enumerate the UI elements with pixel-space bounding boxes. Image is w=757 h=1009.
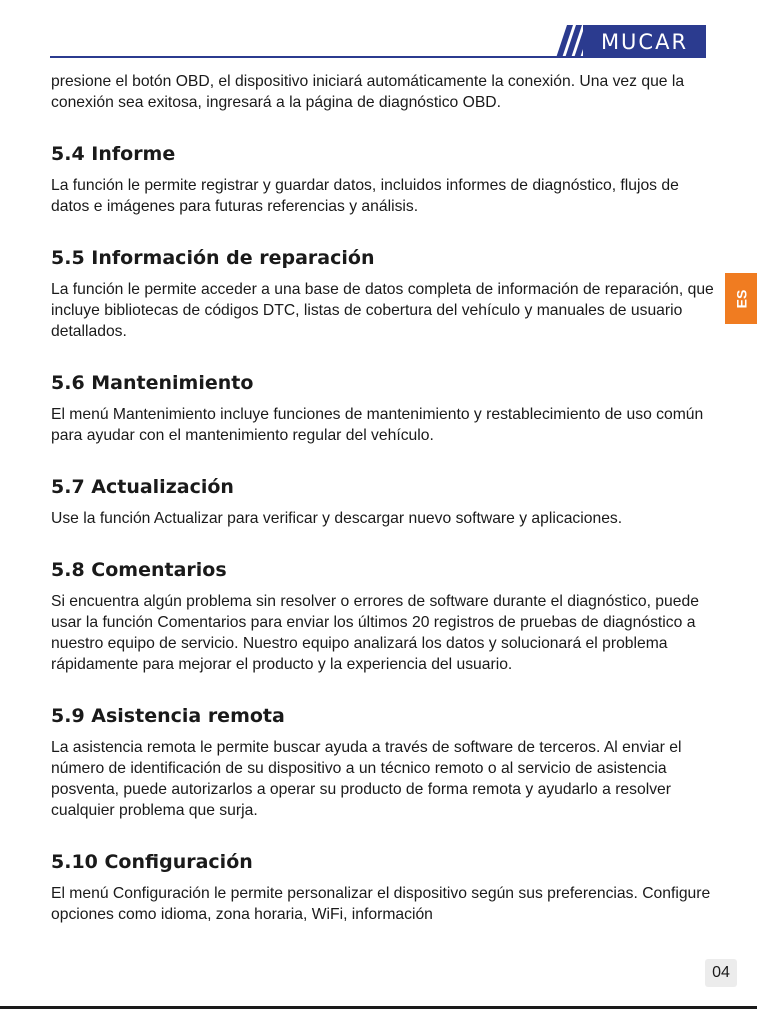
section-body: La función le permite acceder a una base de datos completa de información de reparación, que incluye bibliotecas de códigos DTC, listas de cobertura del vehículo y manuales de usuario detallados. bbox=[51, 281, 714, 340]
section-body: La asistencia remota le permite buscar ayuda a través de software de terceros. Al enviar el número de identificación de su dispositivo a un técnico remoto o al servicio de asistencia posventa, puede autorizarlos a operar su producto de forma remota y ayudarlo a resolver cualquier problema que surja. bbox=[51, 739, 682, 819]
language-tab-label: ES bbox=[733, 289, 749, 308]
section-body: La función le permite registrar y guardar datos, incluidos informes de diagnóstico, flujos de datos e imágenes para futuras referencias y análisis. bbox=[51, 177, 679, 215]
section-title: 5.9 Asistencia remota bbox=[51, 705, 285, 727]
page-number-label: 04 bbox=[712, 964, 730, 981]
section-actualizacion bbox=[51, 474, 721, 529]
section-mantenimiento bbox=[51, 370, 721, 446]
brand-logo bbox=[583, 25, 706, 58]
section-title: 5.5 Información de reparación bbox=[51, 247, 375, 269]
section-title: 5.4 Informe bbox=[51, 143, 176, 165]
language-tab[interactable] bbox=[725, 273, 757, 324]
intro-paragraph: presione el botón OBD, el dispositivo iniciará automáticamente la conexión. Una vez que la conexión sea exitosa, ingresará a la página de diagnóstico OBD. bbox=[51, 73, 685, 111]
section-title: 5.8 Comentarios bbox=[51, 559, 227, 581]
page-number bbox=[705, 959, 737, 987]
section-body: Use la función Actualizar para verificar y descargar nuevo software y aplicaciones. bbox=[51, 510, 623, 527]
section-body: El menú Mantenimiento incluye funciones de mantenimiento y restablecimiento de uso común para ayudar con el mantenimiento regular del vehículo. bbox=[51, 406, 704, 444]
brand-name: MUCAR bbox=[600, 29, 689, 54]
section-informacion-reparacion bbox=[51, 245, 721, 342]
section-title: 5.6 Mantenimiento bbox=[51, 372, 254, 394]
section-title: 5.10 Configuración bbox=[51, 851, 253, 873]
section-body: Si encuentra algún problema sin resolver o errores de software durante el diagnóstico, puede usar la función Comentarios para enviar los últimos 20 registros de pruebas de diagnóstico a nuestro equipo de servicio. Nuestro equipo analizará los datos y solucionará el problema rápidamente para mejorar el producto y la experiencia del usuario. bbox=[51, 593, 699, 673]
page-content bbox=[51, 71, 721, 925]
section-informe bbox=[51, 141, 721, 217]
section-asistencia-remota bbox=[51, 703, 721, 821]
section-comentarios bbox=[51, 557, 721, 675]
section-configuracion bbox=[51, 849, 721, 925]
section-body: El menú Configuración le permite personalizar el dispositivo según sus preferencias. Configure opciones como idioma, zona horaria, WiFi, información bbox=[51, 885, 711, 923]
section-title: 5.7 Actualización bbox=[51, 476, 234, 498]
